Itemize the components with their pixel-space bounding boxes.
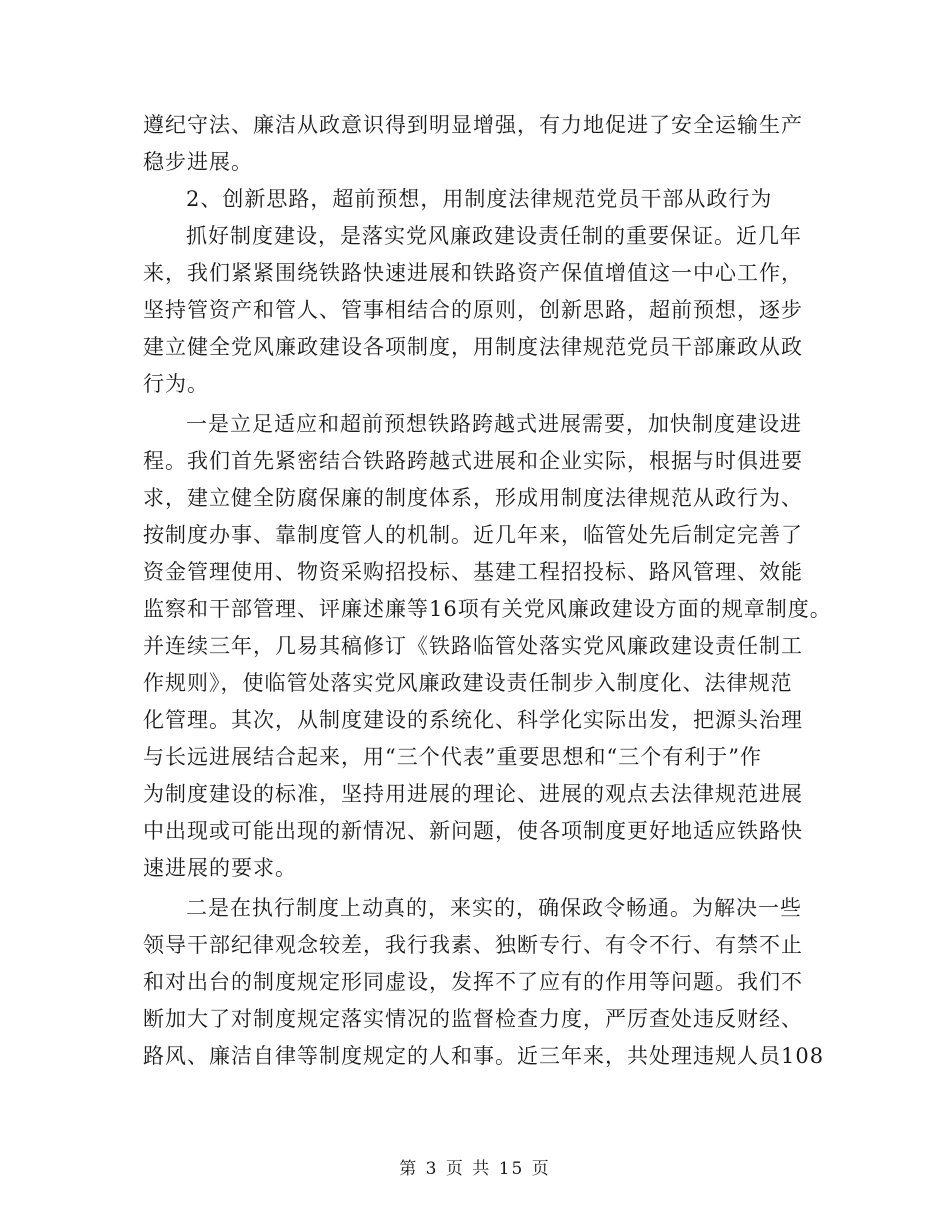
paragraph-line: 领导干部纪律观念较差，我行我素、独断专行、有令不行、有禁不止 (143, 933, 803, 957)
paragraph-line: 来，我们紧紧围绕铁路快速进展和铁路资产保值增值这一中心工作， (143, 261, 803, 285)
paragraph-line: 与长远进展结合起来，用“三个代表”重要思想和“三个有利于”作 (143, 745, 762, 769)
paragraph-line: 求，建立健全防腐保廉的制度体系，形成用制度法律规范从政行为、 (143, 486, 803, 510)
paragraph-line: 稳步进展。 (143, 150, 253, 174)
paragraph-line: 并连续三年，几易其稿修订《铁路临管处落实党风廉政建设责任制工 (143, 634, 803, 658)
paragraph-line: 路风、廉洁自律等制度规定的人和事。近三年来，共处理违规人员108 (143, 1044, 825, 1068)
page-number-footer: 第 3 页 共 15 页 (399, 1159, 551, 1179)
paragraph-line: 遵纪守法、廉洁从政意识得到明显增强，有力地促进了安全运输生产 (143, 113, 803, 137)
section-heading: 2、创新思路，超前预想，用制度法律规范党员干部从政行为 (186, 187, 773, 211)
paragraph-line: 行为。 (143, 372, 209, 396)
paragraph-line: 为制度建设的标准，坚持用进展的理论、进展的观点去法律规范进展 (143, 782, 803, 806)
paragraph-line: 一是立足适应和超前预想铁路跨越式进展需要，加快制度建设进 (186, 412, 802, 436)
paragraph-line: 中出现或可能出现的新情况、新问题，使各项制度更好地适应铁路快 (143, 819, 803, 843)
paragraph-line: 按制度办事、靠制度管人的机制。近几年来，临管处先后制定完善了 (143, 523, 803, 547)
paragraph-line: 建立健全党风廉政建设各项制度，用制度法律规范党员干部廉政从政 (143, 335, 803, 359)
paragraph-line: 资金管理使用、物资采购招投标、基建工程招投标、路风管理、效能 (143, 560, 803, 584)
paragraph-line: 抓好制度建设，是落实党风廉政建设责任制的重要保证。近几年 (186, 224, 802, 248)
paragraph-line: 二是在执行制度上动真的，来实的，确保政令畅通。为解决一些 (186, 896, 802, 920)
paragraph-line: 作规则》，使临管处落实党风廉政建设责任制步入制度化、法律规范 (143, 671, 793, 695)
paragraph-line: 断加大了对制度规定落实情况的监督检查力度，严厉查处违反财经、 (143, 1007, 803, 1031)
paragraph-line: 速进展的要求。 (143, 856, 297, 880)
paragraph-line: 和对出台的制度规定形同虚设，发挥不了应有的作用等问题。我们不 (143, 970, 803, 994)
paragraph-line: 坚持管资产和管人、管事相结合的原则，创新思路，超前预想，逐步 (143, 298, 803, 322)
paragraph-line: 监察和干部管理、评廉述廉等16项有关党风廉政建设方面的规章制度。 (143, 597, 832, 621)
paragraph-line: 化管理。其次，从制度建设的系统化、科学化实际出发，把源头治理 (143, 708, 803, 732)
paragraph-line: 程。我们首先紧密结合铁路跨越式进展和企业实际，根据与时俱进要 (143, 449, 803, 473)
